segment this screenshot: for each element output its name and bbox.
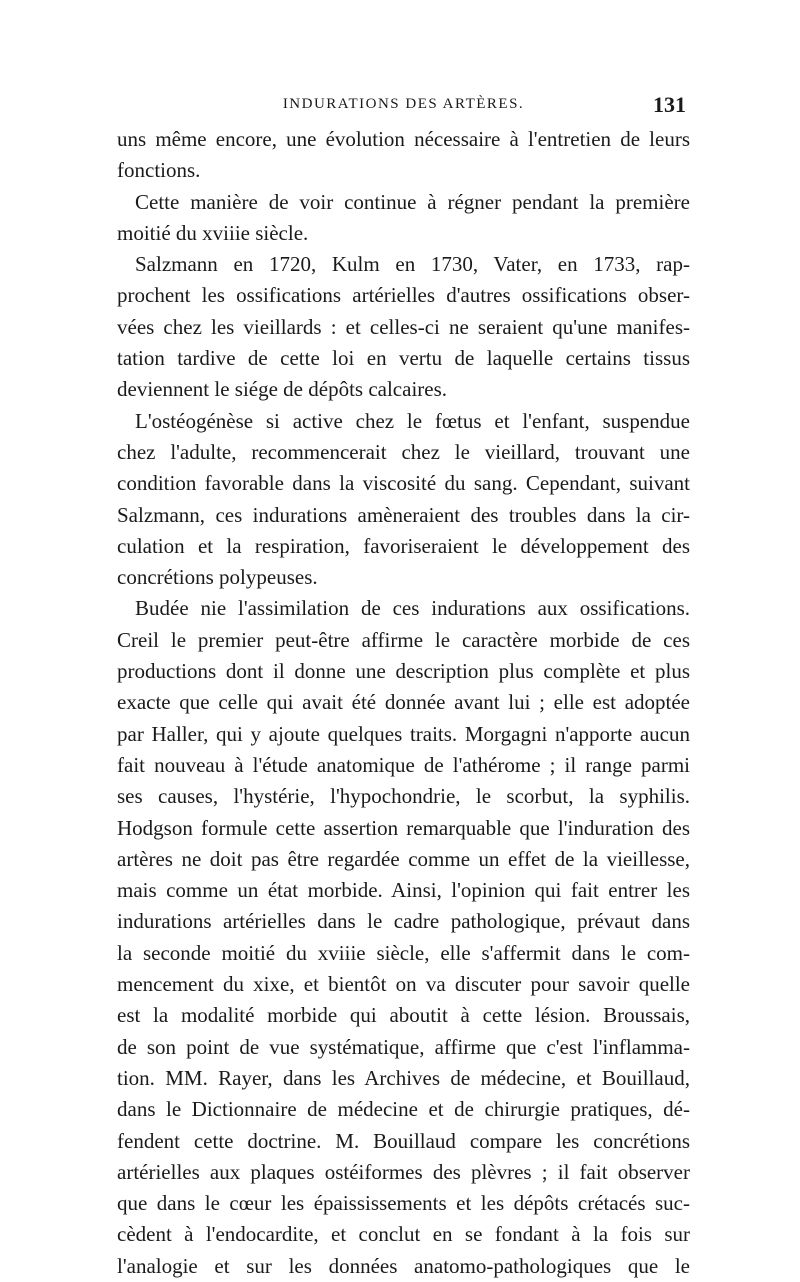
text-line: que dans le cœur les épaississements et les dépôts crétacés suc- bbox=[117, 1191, 690, 1216]
text-line: fonctions. bbox=[117, 158, 201, 183]
text-line: tion. MM. Rayer, dans les Archives de médecine, et Bouillaud, bbox=[117, 1065, 690, 1090]
text-line: Hodgson formule cette assertion remarquable que l'induration des bbox=[117, 815, 690, 840]
text-line: Creil le premier peut-être affirme le caractère morbide de ces bbox=[117, 627, 690, 652]
text-line: dans le Dictionnaire de médecine et de chirurgie pratiques, dé- bbox=[117, 1097, 690, 1122]
text-line: condition favorable dans la viscosité du sang. Cependant, suivant bbox=[117, 471, 690, 496]
text-line: artères ne doit pas être regardée comme un effet de la vieillesse, bbox=[117, 846, 690, 871]
text-line: Salzmann en 1720, Kulm en 1730, Vater, en 1733, rap- bbox=[135, 252, 690, 277]
body-text bbox=[117, 124, 690, 1282]
text-line: fait nouveau à l'étude anatomique de l'athérome ; il range parmi bbox=[117, 752, 690, 777]
text-line: artérielles aux plaques ostéiformes des plèvres ; il fait observer bbox=[117, 1159, 690, 1184]
text-line: culation et la respiration, favoriseraient le développement des bbox=[117, 533, 690, 558]
text-line: exacte que celle qui avait été donnée avant lui ; elle est adoptée bbox=[117, 690, 690, 715]
text-line: mencement du xixe, et bientôt on va discuter pour savoir quelle bbox=[117, 972, 690, 997]
text-line: concrétions polypeuses. bbox=[117, 565, 318, 590]
running-head bbox=[117, 92, 690, 122]
text-line: mais comme un état morbide. Ainsi, l'opinion qui fait entrer les bbox=[117, 878, 690, 903]
text-line: fendent cette doctrine. M. Bouillaud compare les concrétions bbox=[117, 1128, 690, 1153]
text-line: L'ostéogénèse si active chez le fœtus et l'enfant, suspendue bbox=[135, 408, 690, 433]
text-line: la seconde moitié du xviiie siècle, elle s'affermit dans le com- bbox=[117, 940, 690, 965]
text-line: moitié du xviiie siècle. bbox=[117, 220, 309, 245]
text-line: indurations artérielles dans le cadre pathologique, prévaut dans bbox=[117, 909, 690, 934]
text-line: l'analogie et sur les données anatomo-pathologiques que le bbox=[117, 1253, 690, 1278]
page-number: 131 bbox=[653, 92, 686, 117]
text-line: vées chez les vieillards : et celles-ci ne seraient qu'une manifes- bbox=[117, 314, 690, 339]
text-line: tation tardive de cette loi en vertu de laquelle certains tissus bbox=[117, 346, 690, 371]
text-line: de son point de vue systématique, affirme que c'est l'inflamma- bbox=[117, 1034, 690, 1059]
text-line: Cette manière de voir continue à régner pendant la première bbox=[135, 189, 690, 214]
text-line: productions dont il donne une description plus complète et plus bbox=[117, 659, 690, 684]
text-line: prochent les ossifications artérielles d'autres ossifications obser- bbox=[117, 283, 690, 308]
text-line: uns même encore, une évolution nécessaire à l'entretien de leurs bbox=[117, 127, 690, 151]
text-line: Salzmann, ces indurations amèneraient des troubles dans la cir- bbox=[117, 502, 690, 527]
text-line: chez l'adulte, recommencerait chez le vieillard, trouvant une bbox=[117, 439, 690, 464]
text-line: par Haller, qui y ajoute quelques traits. Morgagni n'apporte aucun bbox=[117, 721, 690, 746]
text-line: est la modalité morbide qui aboutit à cette lésion. Broussais, bbox=[117, 1003, 690, 1028]
running-title: INDURATIONS DES ARTÈRES. bbox=[282, 96, 525, 112]
text-line: deviennent le siége de dépôts calcaires. bbox=[117, 377, 448, 402]
text-line: cèdent à l'endocardite, et conclut en se fondant à la fois sur bbox=[117, 1222, 690, 1247]
text-line: ses causes, l'hystérie, l'hypochondrie, le scorbut, la syphilis. bbox=[117, 784, 690, 809]
text-line: Budée nie l'assimilation de ces indurations aux ossifications. bbox=[135, 596, 690, 621]
